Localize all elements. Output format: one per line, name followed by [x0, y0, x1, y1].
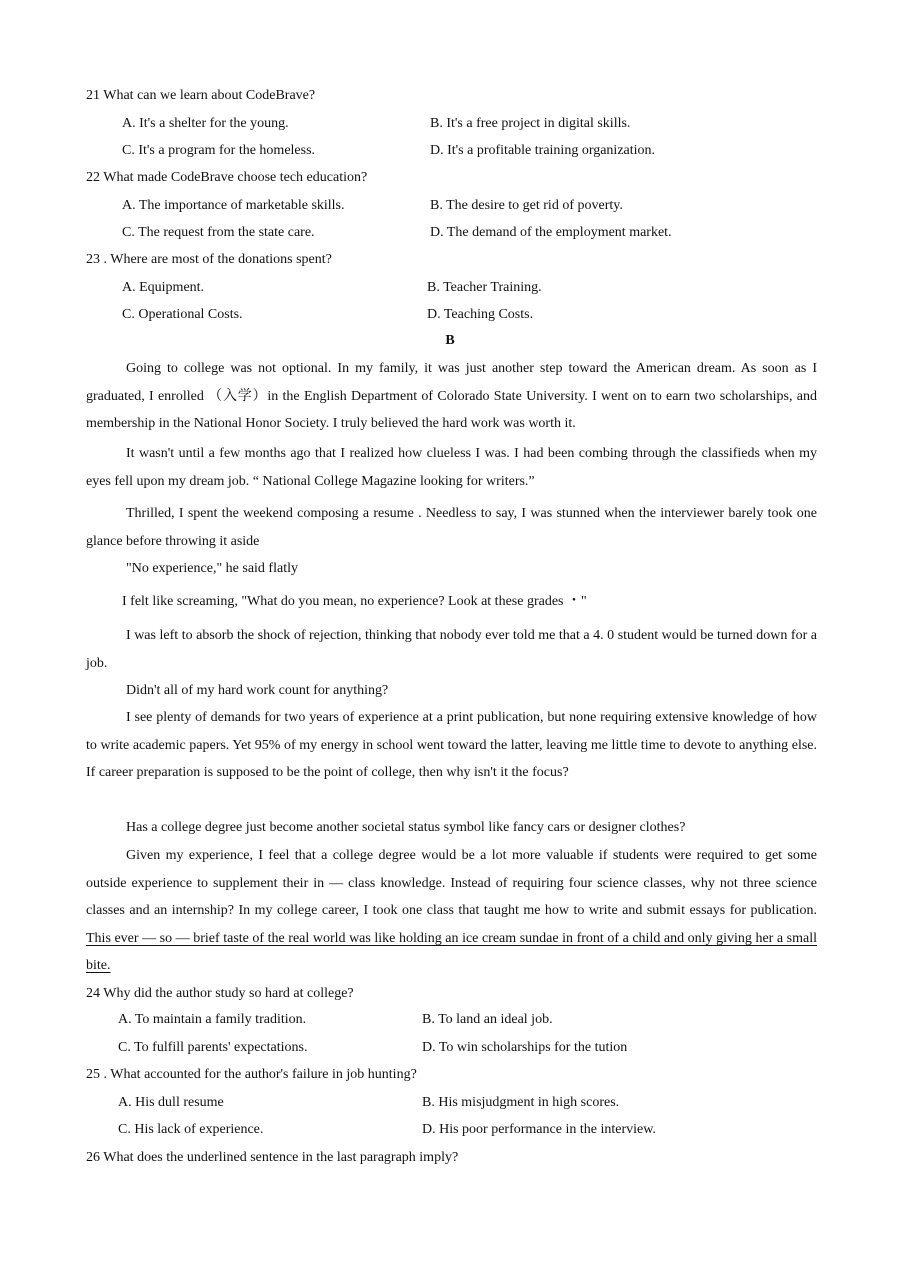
passage-paragraph-1: Going to college was not optional. In my family, it was just another step toward the American dream. As soon as I graduated, I enrolled （入学）in the English Department of Colorado State University. I went on to earn two scholarships, and membership in the National Honor Society. I truly believed the hard work was worth it.: [86, 361, 817, 432]
q24-option-d: D. To win scholarships for the tution: [422, 1040, 628, 1055]
q22-option-c: C. The request from the state care.: [122, 225, 315, 240]
question-22: 22 What made CodeBrave choose tech education?: [86, 170, 368, 185]
q25-option-a: A. His dull resume: [118, 1095, 224, 1110]
q25-option-c: C. His lack of experience.: [118, 1122, 264, 1137]
passage-paragraph-6: I was left to absorb the shock of rejection, thinking that nobody ever told me that a 4. 0 student would be turned down for a job.: [86, 628, 817, 671]
q21-option-a: A. It's a shelter for the young.: [122, 116, 289, 131]
q25-option-b: B. His misjudgment in high scores.: [422, 1095, 620, 1110]
passage-paragraph-4: "No experience," he said flatly: [126, 561, 298, 576]
q21-option-b: B. It's a free project in digital skills.: [430, 116, 631, 131]
q24-option-b: B. To land an ideal job.: [422, 1012, 553, 1027]
q21-option-c: C. It's a program for the homeless.: [122, 143, 316, 158]
question-23: 23 . Where are most of the donations spent?: [86, 252, 332, 267]
q24-option-c: C. To fulfill parents' expectations.: [118, 1040, 308, 1055]
q22-option-a: A. The importance of marketable skills.: [122, 198, 345, 213]
q24-option-a: A. To maintain a family tradition.: [118, 1012, 307, 1027]
passage-paragraph-5: I felt like screaming, "What do you mean, no experience? Look at these grades ・": [122, 594, 587, 609]
q23-option-a: A. Equipment.: [122, 280, 205, 295]
question-26: 26 What does the underlined sentence in the last paragraph imply?: [86, 1150, 459, 1165]
passage-paragraph-2: It wasn't until a few months ago that I realized how clueless I was. I had been combing through the classifieds when my eyes fell upon my dream job. “ National College Magazine looking for writers.”: [86, 446, 817, 489]
q22-option-b: B. The desire to get rid of poverty.: [430, 198, 623, 213]
q22-option-d: D. The demand of the employment market.: [430, 225, 672, 240]
passage-paragraph-9: Has a college degree just become another societal status symbol like fancy cars or designer clothes?: [126, 820, 686, 835]
passage-paragraph-7: Didn't all of my hard work count for anything?: [126, 683, 389, 698]
underlined-sentence: This ever — so — brief taste of the real world was like holding an ice cream sundae in front of a child and only giving her a small bite.: [86, 930, 817, 974]
paragraph-10-text: Given my experience, I feel that a college degree would be a lot more valuable if students were required to get some outside experience to supplement their in — class knowledge. Instead of requiring four science classes, why not three science classes and an internship? In my college career, I took one class that taught me how to write and submit essays for publication.: [86, 848, 817, 919]
question-25: 25 . What accounted for the author's failure in job hunting?: [86, 1067, 417, 1082]
passage-paragraph-10: [86, 842, 817, 980]
section-heading: B: [445, 333, 455, 348]
q23-option-d: D. Teaching Costs.: [427, 307, 534, 322]
q23-option-c: C. Operational Costs.: [122, 307, 243, 322]
passage-paragraph-3: Thrilled, I spent the weekend composing a resume . Needless to say, I was stunned when the interviewer barely took one glance before throwing it aside: [86, 506, 817, 549]
q21-option-d: D. It's a profitable training organization.: [430, 143, 656, 158]
q25-option-d: D. His poor performance in the interview.: [422, 1122, 656, 1137]
question-21: 21 What can we learn about CodeBrave?: [86, 88, 316, 103]
q23-option-b: B. Teacher Training.: [427, 280, 542, 295]
question-24: 24 Why did the author study so hard at college?: [86, 986, 354, 1001]
passage-paragraph-8: I see plenty of demands for two years of experience at a print publication, but none requiring extensive knowledge of how to write academic papers. Yet 95% of my energy in school went toward the latter, leaving me little time to devote to anything else. If career preparation is supposed to be the point of college, then why isn't it the focus?: [86, 710, 817, 781]
